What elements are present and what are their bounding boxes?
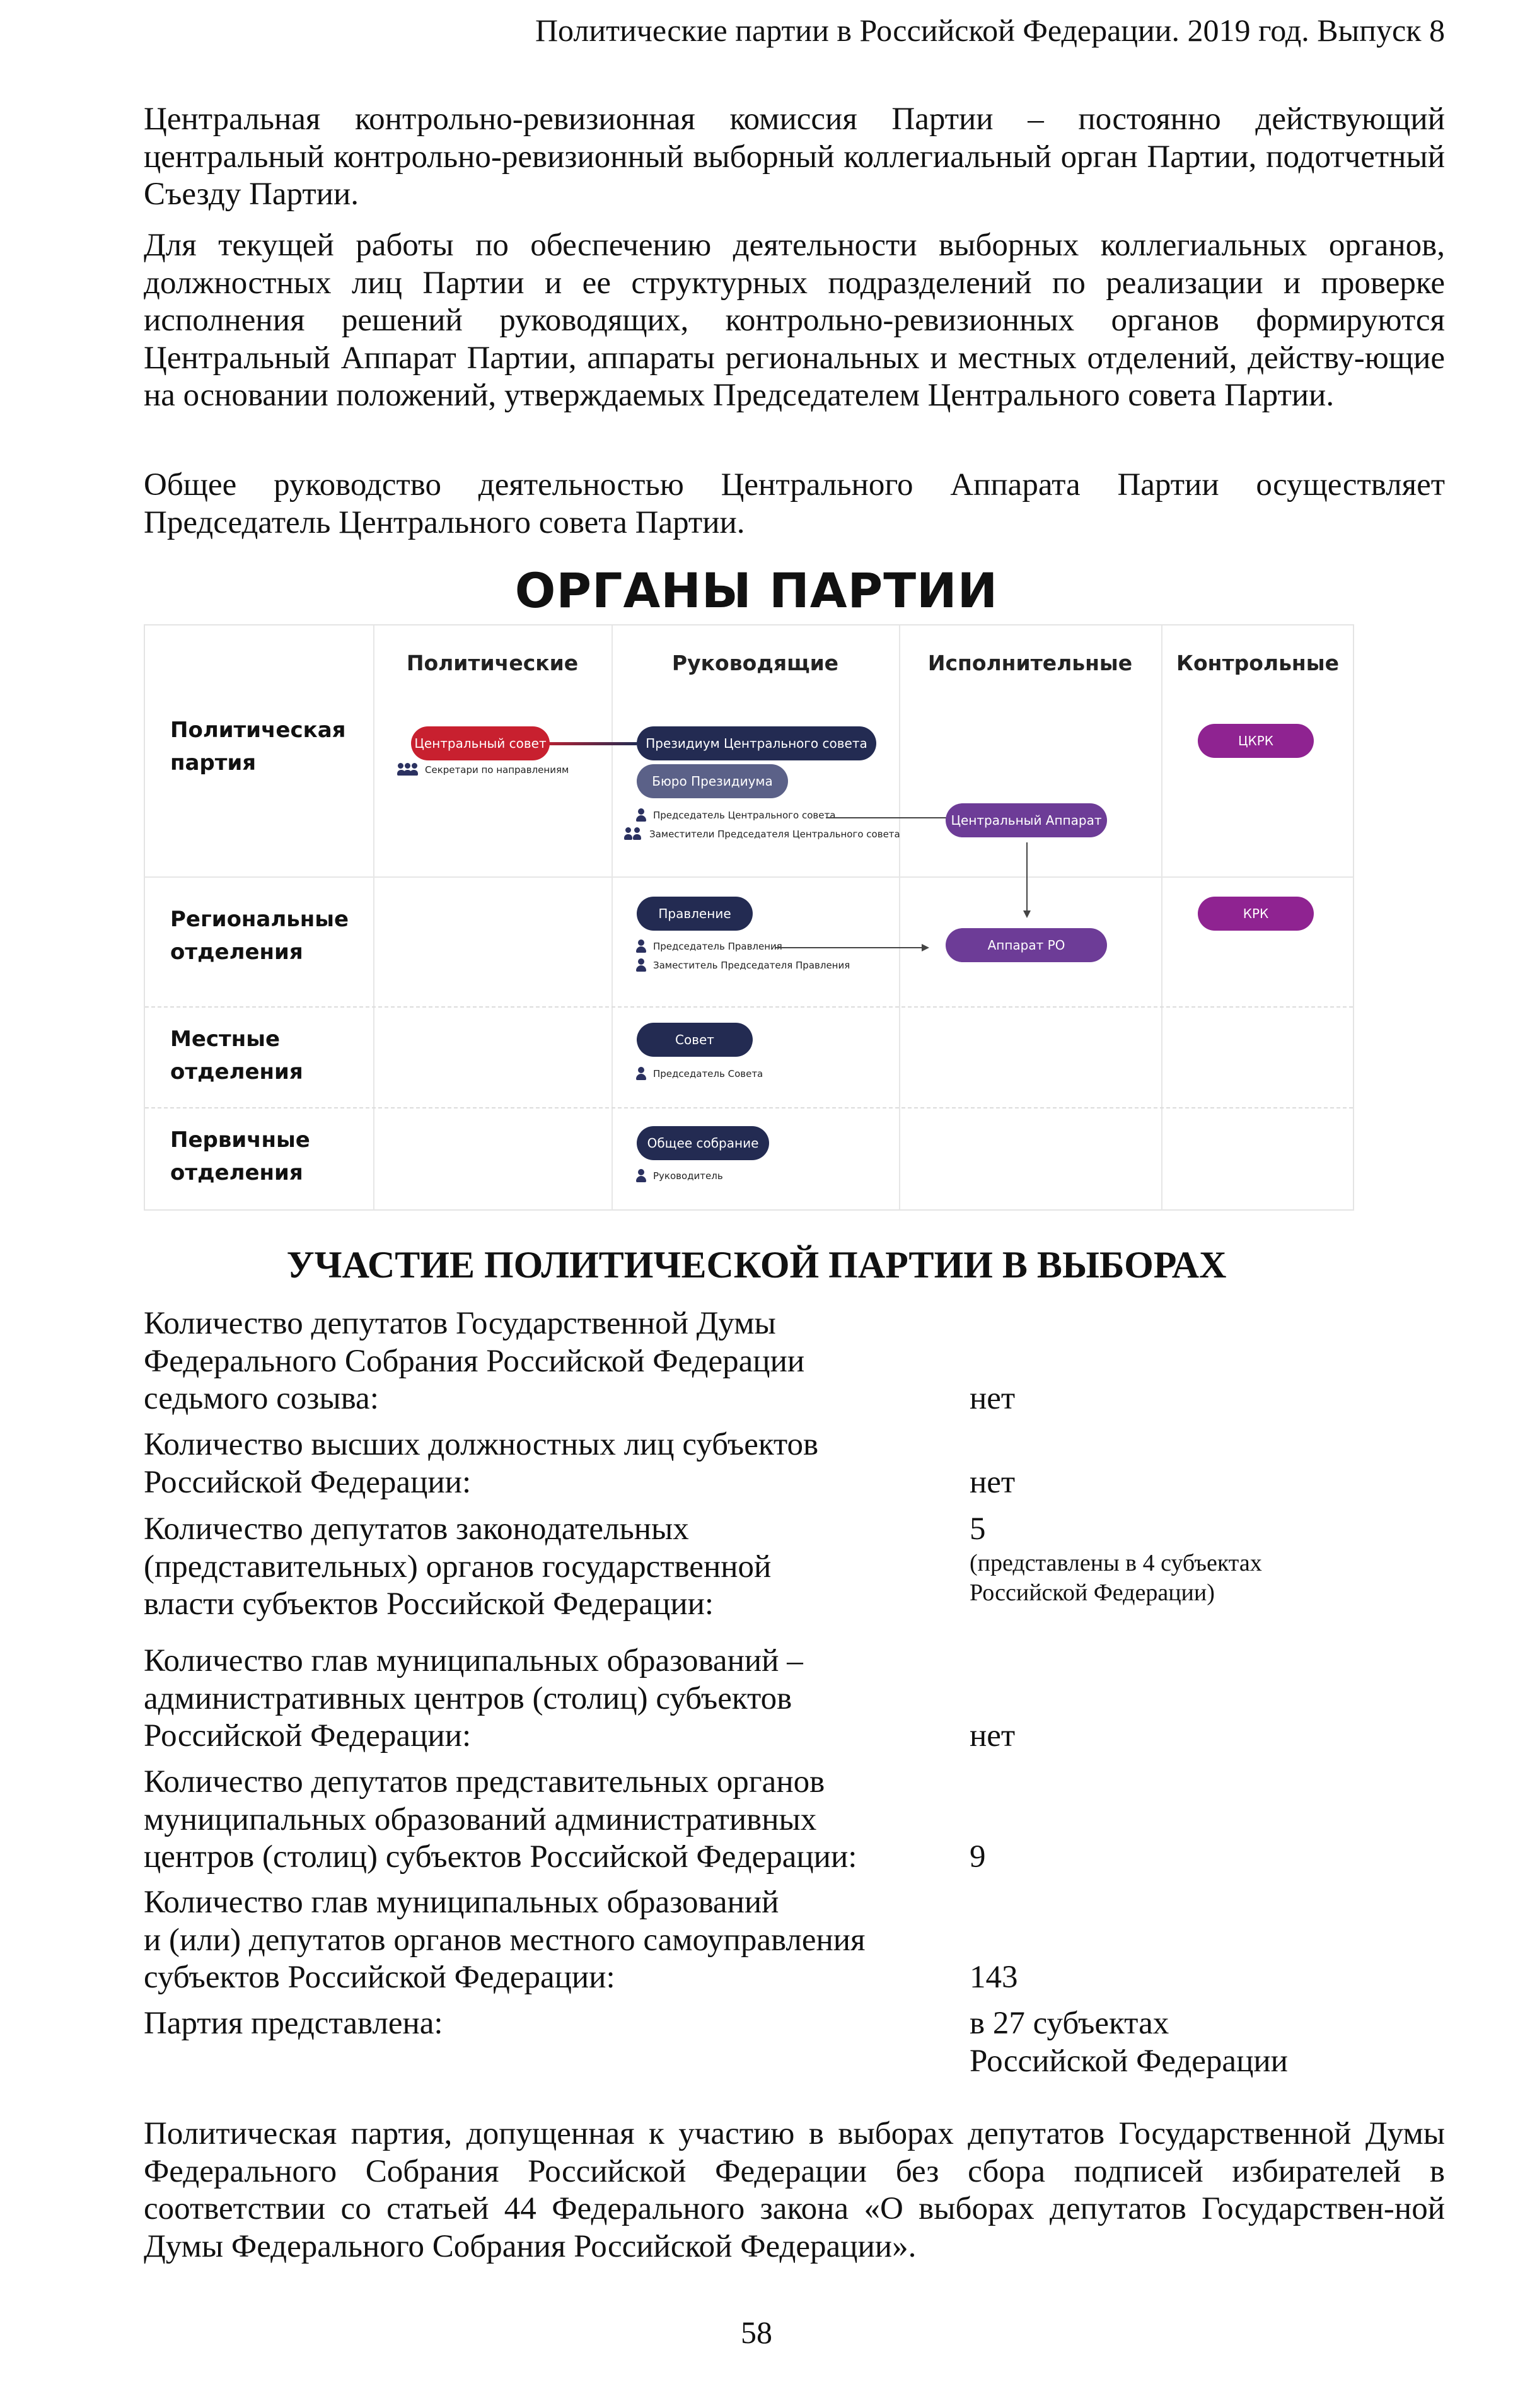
person-icon [635,1067,647,1081]
paragraph-apparatus: Для текущей работы по обеспечению деятельности выборных коллегиальных органов, должностных лиц Партии и ее структурных подразделений по реализации и проверке исполнения решений руководящих, контрольно-ревизионных органов формируются Центральный Аппарат Партии, аппараты региональных и местных отделений, действу-ющие на основании положений, утверждаемых Председателем Центрального совета Партии. [144,228,1445,413]
note-secretaries [397,763,569,777]
grid-col-divider [899,625,900,1209]
column-political: Политические [406,651,579,675]
connector-line [536,742,637,745]
paragraph-ckrk: Центральная контрольно-ревизионная комиссия Партии – постоянно действующий центральный контрольно-ревизионный выборный коллегиальный орган Партии, подотчетный Съезду Партии. [144,102,1445,212]
stat-label-line: и (или) депутатов органов местного самоуправления [144,1922,866,1958]
note-deputies-cc-text: Заместители Председателя Центрального совета [649,829,900,840]
paragraph-leadership: Общее руководство деятельностью Центрального Аппарата Партии осуществляет Председатель Центрального совета Партии. [144,467,1445,540]
note-chairman-board [635,939,782,953]
column-control: Контрольные [1176,651,1339,675]
arrow-to-central-apparatus [826,817,966,818]
stat-label-duma-deputies [144,1305,963,1418]
stat-value-line: Российской Федерации [970,2043,1288,2079]
arrow-to-apparat-ro [1026,842,1028,917]
stat-label-line: Федерального Собрания Российской Федерации [144,1343,805,1379]
column-executive: Исполнительные [927,651,1133,675]
stat-label-line: муниципальных образований административных [144,1801,817,1837]
stat-value-number: 5 [970,1511,986,1547]
stat-label-line: Количество глав муниципальных образований [144,1885,779,1920]
grid-col-divider [373,625,374,1209]
person-icon [635,958,647,972]
stat-label-municipal [144,1884,963,1997]
note-chairman-board-text: Председатель Правления [653,941,782,952]
row-party: Политическая партия [170,718,346,776]
note-chairman-council [635,1067,763,1081]
stat-value-represented [970,2005,1411,2080]
node-central-apparatus: Центральный Аппарат [946,803,1107,837]
stat-label-line: Количество депутатов представительных органов [144,1764,825,1800]
grid-row-divider [145,1107,1353,1108]
note-chairman-cc [635,808,835,822]
org-chart-title: ОРГАНЫ ПАРТИИ [514,562,999,619]
stat-label-line: центров (столиц) субъектов Российской Федерации: [144,1839,857,1875]
arrow-to-apparat-ro [775,947,928,948]
stat-label-line: административных центров (столиц) субъектов [144,1680,792,1716]
stat-value-line: в 27 субъектах [970,2006,1169,2041]
note-head [635,1169,723,1183]
note-deputy-board-text: Заместитель Председателя Правления [653,960,850,971]
node-central-council: Центральный совет [411,726,550,760]
node-krk: КРК [1198,897,1314,931]
stat-label-line: Российской Федерации: [144,1718,472,1754]
stat-label-regional-deputies [144,1511,963,1624]
grid-col-divider [612,625,613,1209]
org-chart [144,624,1354,1211]
stat-label-line: Российской Федерации: [144,1464,472,1500]
node-council: Совет [637,1023,753,1057]
grid-row-divider [145,1006,1353,1008]
row-local: Местные отделения [170,1027,303,1085]
stat-label-governors [144,1426,963,1501]
note-secretaries-text: Секретари по направлениям [425,764,569,776]
node-general-meeting: Общее собрание [637,1126,769,1160]
page-number: 58 [741,2315,772,2350]
stat-label-line: власти субъектов Российской Федерации: [144,1586,714,1622]
node-bureau: Бюро Президиума [637,764,788,798]
person-icon [635,939,647,953]
stat-value-municipal: 143 [970,1960,1018,1995]
node-presidium: Президиум Центрального совета [637,726,876,760]
running-title: Политические партии в Российской Федерации. 2019 год. Выпуск 8 [535,13,1445,48]
stat-label-line: субъектов Российской Федерации: [144,1960,615,1995]
node-board: Правление [637,897,753,931]
stat-value-duma-deputies: нет [970,1381,1016,1416]
person-icon [635,1169,647,1183]
stat-value-governors: нет [970,1465,1016,1500]
column-governing: Руководящие [671,651,839,675]
stat-label-line: Количество высших должностных лиц субъектов [144,1427,819,1462]
stat-label-line: седьмого созыва: [144,1381,379,1416]
note-deputy-board [635,958,850,972]
row-primary: Первичные отделения [170,1127,310,1185]
stat-value-regional-deputies [970,1511,1411,1608]
group-icon [624,827,643,841]
stat-label-line: Количество депутатов Государственной Думы [144,1306,776,1341]
person-icon [635,808,647,822]
stat-note-line: (представлены в 4 субъектах [970,1549,1262,1576]
grid-row-divider [145,876,1353,878]
stat-value-capital-deputies: 9 [970,1839,986,1875]
note-head-text: Руководитель [653,1170,723,1182]
stat-note-line: Российской Федерации) [970,1579,1215,1606]
stat-label-line: Количество глав муниципальных образований – [144,1643,803,1678]
stat-label-line: Количество депутатов законодательных [144,1511,689,1547]
stat-label-line: (представительных) органов государственной [144,1549,772,1585]
node-ckrk: ЦКРК [1198,724,1314,758]
stat-label-capital-heads [144,1643,963,1755]
stat-label-represented [144,2005,963,2043]
node-apparat-ro: Аппарат РО [946,928,1107,962]
note-chairman-council-text: Председатель Совета [653,1068,763,1079]
paragraph-closing: Политическая партия, допущенная к участию в выборах депутатов Государственной Думы Федерального Собрания Российской Федерации без сбора подписей избирателей в соответствии со статьей 44 Федерального закона «О выборах депутатов Государствен-ной Думы Федерального Собрания Российской Федерации». [144,2116,1445,2264]
stat-value-capital-heads: нет [970,1718,1016,1754]
note-deputies-cc [624,827,900,841]
group-icon [397,763,419,777]
grid-col-divider [1161,625,1162,1209]
elections-title: УЧАСТИЕ ПОЛИТИЧЕСКОЙ ПАРТИИ В ВЫБОРАХ [286,1244,1227,1286]
stat-label-capital-deputies [144,1764,963,1876]
stat-label-line: Партия представлена: [144,2006,443,2041]
note-chairman-cc-text: Председатель Центрального совета [653,810,836,821]
row-regional: Региональные отделения [170,907,349,965]
